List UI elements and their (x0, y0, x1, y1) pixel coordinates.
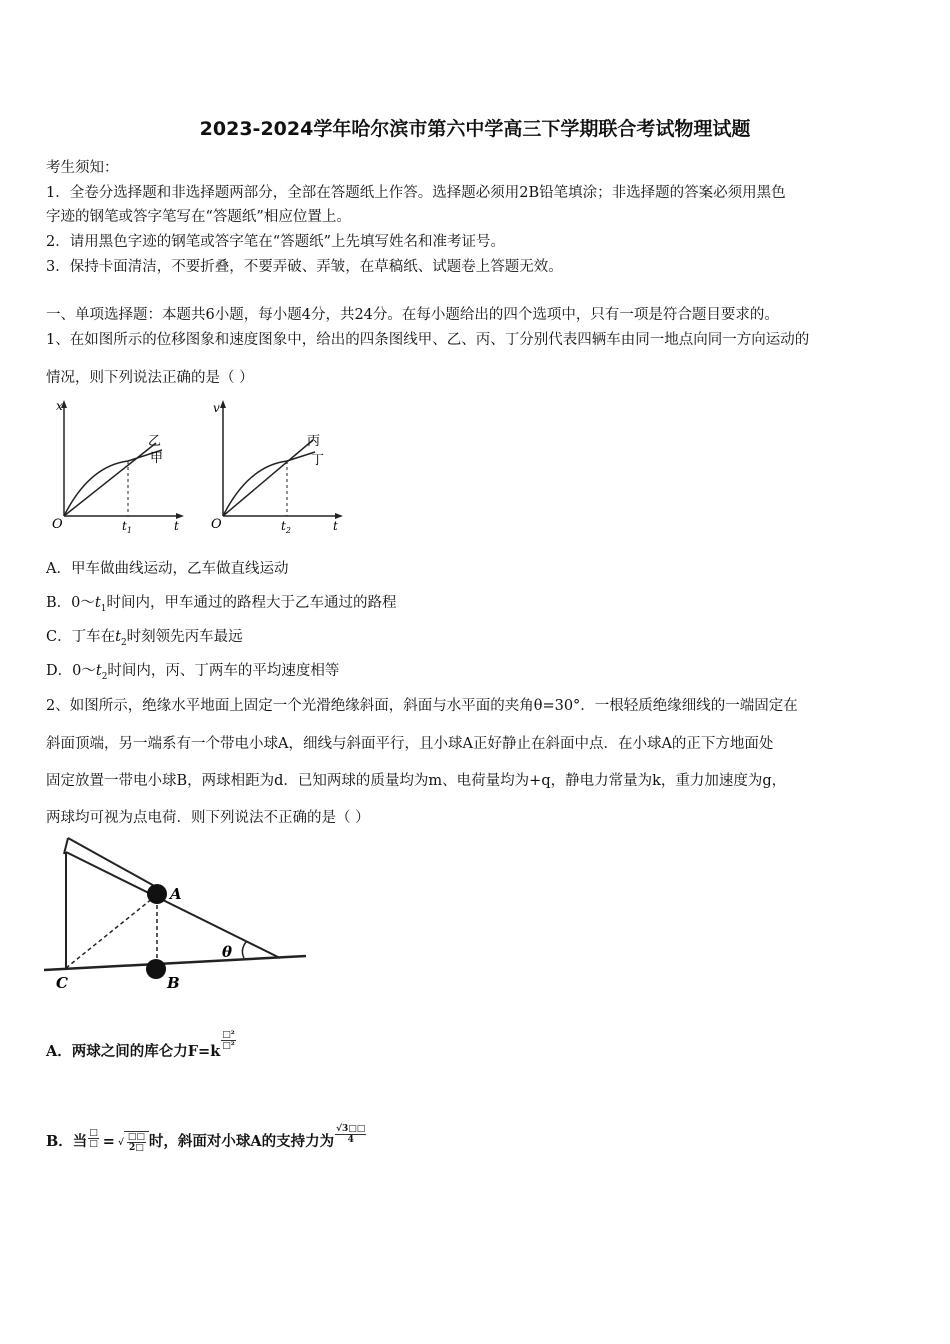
option-d: D．$0\sim t_2$时间内，丙、丁两车的平均速度相等 (46, 663, 340, 682)
question-1-stem: 情况，则下列说法正确的是（ ） (46, 370, 254, 386)
incline-figure (40, 830, 315, 999)
thread (68, 838, 158, 888)
curve-label: 丁 (311, 453, 325, 468)
question-2-stem: 两球均可视为点电荷．则下列说法不正确的是（ ） (46, 810, 370, 826)
ball-a (147, 884, 167, 904)
curve-jia (64, 450, 162, 516)
option-a: A．甲车做曲线运动，乙车做直线运动 (46, 561, 289, 577)
question-2-stem: 斜面顶端，另一端系有一个带电小球A，细线与斜面平行，且小球A正好静止在斜面中点．在小球A的正下方地面处 (46, 736, 774, 752)
q2-option-a: A．两球之间的库仑力F=k $\frac{\text{□²}}{\text{□²}}$ (46, 1029, 235, 1060)
notice-item: 1．全卷分选择题和非选择题两部分，全部在答题纸上作答。选择题必须用2B铅笔填涂；非选择题的答案必须用黑色 (46, 185, 786, 201)
notice-heading: 考生须知： (46, 160, 119, 176)
question-2-stem: 2、如图所示，绝缘水平地面上固定一个光滑绝缘斜面，斜面与水平面的夹角θ=30°．一根轻质绝缘细线的一端固定在 (46, 698, 798, 714)
line-yi (64, 443, 156, 516)
tick-label: $t_1$ (122, 519, 132, 535)
option-b: B．$0\sim t_1$时间内，甲车通过的路程大于乙车通过的路程 (46, 595, 397, 614)
curve-label: 甲 (150, 451, 164, 466)
question-2-stem: 固定放置一带电小球B，两球相距为d．已知两球的质量均为m、电荷量均为+q，静电力常量为k，重力加速度为g， (46, 773, 787, 789)
label-b: B (167, 974, 180, 992)
line-bing (223, 440, 313, 516)
curve-ding (223, 452, 315, 516)
tick-label: $t_2$ (281, 519, 291, 535)
curve-label: 乙 (148, 434, 162, 449)
notice-item: 字迹的钢笔或答字笔写在“答题纸”相应位置上。 (46, 209, 351, 225)
y-axis-label: x (56, 399, 63, 413)
label-theta: θ (222, 943, 233, 961)
incline-surface (66, 852, 280, 958)
q2-option-b: B．当 $\frac{□}{□}$ = √ $\frac{□□}{2□}$ 时，斜面对小球A的支持力为 $\frac{√3□□}{4}$ (46, 1123, 366, 1153)
option-c: C．丁车在$t_2$时刻领先丙车最远 (46, 629, 243, 648)
displacement-time-graph (44, 398, 189, 542)
notice-item: 3．保持卡面清洁，不要折叠，不要弄破、弄皱，在草稿纸、试题卷上答题无效。 (46, 259, 563, 275)
y-axis-label: v (213, 401, 220, 415)
velocity-time-graph (203, 398, 348, 542)
label-c: C (56, 974, 68, 992)
notice-item: 2．请用黑色字迹的钢笔或答字笔在“答题纸”上先填写姓名和准考证号。 (46, 234, 506, 250)
ground-line (44, 956, 306, 970)
page-title: 2023-2024学年哈尔滨市第六中学高三下学期联合考试物理试题 (199, 118, 751, 140)
origin-label: O (52, 517, 63, 532)
origin-label: O (211, 517, 222, 532)
ball-b (146, 959, 166, 979)
x-axis-label: t (333, 519, 338, 533)
x-axis-label: t (174, 519, 179, 533)
section-heading: 一、单项选择题：本题共6小题，每小题4分，共24分。在每小题给出的四个选项中，只有一项是符合题目要求的。 (46, 307, 779, 323)
label-a: A (170, 885, 182, 903)
curve-label: 丙 (307, 434, 321, 449)
question-1-stem: 1、在如图所示的位移图象和速度图象中，给出的四条图线甲、乙、丙、丁分别代表四辆车由同一地点向同一方向运动的 (46, 332, 810, 348)
